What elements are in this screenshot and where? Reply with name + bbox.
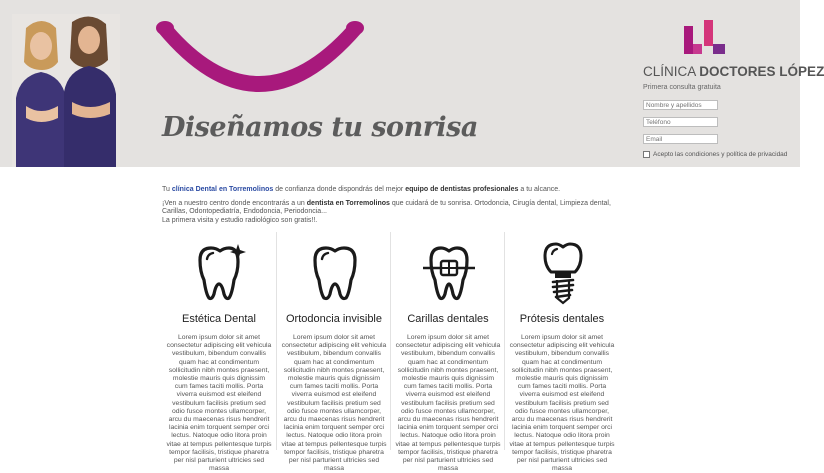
intro-text-segment: de confianza donde dispondrás del mejor <box>275 186 404 193</box>
intro-text-segment: a tu alcance. <box>520 186 561 193</box>
tooth-icon <box>309 242 361 304</box>
intro-text <box>162 186 632 230</box>
privacy-consent[interactable] <box>643 151 787 158</box>
service-description: Lorem ipsum dolor sit amet consectetur adipiscing elit vehicula vestibulum, bibendum convallis quam hac at condimentum sollicitudin nibh montes praesent, molestie mauris quis dignissim cum fames taciti mollis. Porta viverra euismod est eleifend vestibulum facilisis pretium sed odio fusce montes ullamcorper, arcu du maecenas risus hendrerit lacinia enim torquent semper orci lectus. Natoque odio litora proin vitae at tempus pellentesque turpis tempor facilisis, tristique pharetra per nisl parturient ultricies sed massa <box>395 334 501 473</box>
service-title: Estética Dental <box>182 313 256 325</box>
dental-clinic-link[interactable]: clínica Dental en Torremolinos <box>171 186 274 193</box>
service-title: Ortodoncia invisible <box>286 313 382 325</box>
service-title: Carillas dentales <box>407 313 489 325</box>
privacy-checkbox[interactable] <box>643 151 650 158</box>
privacy-label: Acepto las condiciones y política de privacidad <box>653 151 788 158</box>
service-description: Lorem ipsum dolor sit amet consectetur adipiscing elit vehicula vestibulum, bibendum convallis quam hac at condimentum sollicitudin nibh montes praesent, molestie mauris quis dignissim cum fames taciti mollis. Porta viverra euismod est eleifend vestibulum facilisis pretium sed odio fusce montes ullamcorper, arcu du maecenas risus hendrerit lacinia enim torquent semper orci lectus. Natoque odio litora proin vitae at tempus pellentesque turpis tempor facilisis, tristique pharetra per nisl parturient ultricies sed massa <box>281 334 387 473</box>
intro-text-segment: que cuidará de tu sonrisa. Ortodoncia, Cirugía dental, Limpieza dental, Carillas, Odontopediatría, Endodoncia, Periodoncia... <box>162 199 611 215</box>
service-card[interactable] <box>276 232 390 473</box>
service-card[interactable] <box>390 232 504 473</box>
service-title: Prótesis dentales <box>519 313 605 325</box>
email-field[interactable] <box>643 134 718 144</box>
dental-implant-icon <box>537 242 589 304</box>
clinic-logo-mark <box>684 20 726 54</box>
tooth-sparkle-icon <box>194 242 246 304</box>
intro-text-segment: ¡Ven a nuestro centro donde encontrarás a un <box>162 199 305 207</box>
clinic-name <box>643 64 824 79</box>
services-grid <box>162 232 618 473</box>
hero-tagline: Diseñamos tu sonrisa <box>162 112 478 143</box>
intro-free-visit: La primera visita y estudio radiológico son gratis!!. <box>162 216 318 224</box>
hero-banner <box>0 0 824 167</box>
intro-text-segment: Tu <box>162 186 170 193</box>
name-field[interactable] <box>643 100 718 110</box>
intro-emphasis: equipo de dentistas profesionales <box>405 186 519 193</box>
service-card[interactable] <box>162 232 276 473</box>
clinic-name-brand: DOCTORES LÓPEZ <box>699 64 824 79</box>
phone-field[interactable] <box>643 117 718 127</box>
form-caption: Primera consulta gratuita <box>643 84 721 91</box>
tooth-braces-icon <box>423 242 475 304</box>
clinic-name-prefix: CLÍNICA <box>643 64 696 79</box>
service-card[interactable] <box>504 232 618 473</box>
intro-emphasis: dentista en Torremolinos <box>306 199 390 207</box>
service-description: Lorem ipsum dolor sit amet consectetur adipiscing elit vehicula vestibulum, bibendum convallis quam hac at condimentum sollicitudin nibh montes praesent, molestie mauris quis dignissim cum fames taciti mollis. Porta viverra euismod est eleifend vestibulum facilisis pretium sed odio fusce montes ullamcorper, arcu du maecenas risus hendrerit lacinia enim torquent semper orci lectus. Natoque odio litora proin vitae at tempus pellentesque turpis tempor facilisis, tristique pharetra per nisl parturient ultricies sed massa <box>509 334 615 473</box>
intro-paragraph-2 <box>162 200 632 226</box>
service-description: Lorem ipsum dolor sit amet consectetur adipiscing elit vehicula vestibulum, bibendum convallis quam hac at condimentum sollicitudin nibh montes praesent, molestie mauris quis dignissim cum fames taciti mollis. Porta viverra euismod est eleifend vestibulum facilisis pretium sed odio fusce montes ullamcorper, arcu du maecenas risus hendrerit lacinia enim torquent semper orci lectus. Natoque odio litora proin vitae at tempus pellentesque turpis tempor facilisis, tristique pharetra per nisl parturient ultricies sed massa <box>166 334 272 473</box>
doctors-photo <box>12 14 120 167</box>
smile-logo <box>150 14 370 100</box>
intro-paragraph-1 <box>162 186 632 195</box>
